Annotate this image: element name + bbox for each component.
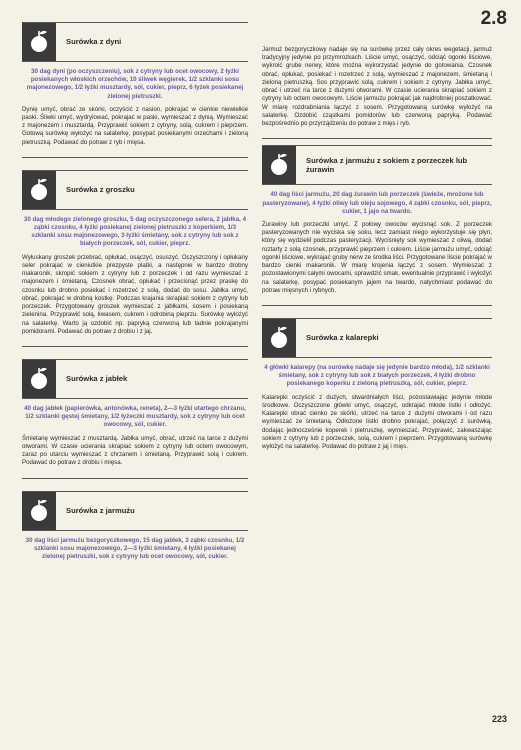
vegetable-icon — [22, 171, 56, 209]
recipe-instructions: Jarmuż bezgoryczkowy nadaje się na surówkę przez cały okres wegetacji, jarmuż tradycyjny jedynie po przymrozkach. Liście umyć, osączyć, odciąć ogonki liściowe, wykroić grube nerwy, które można wykorzystać jedynie do gotowania. Czosnek obrać, opłukać, posiekać i rozetrzeć z solą, wymieszać z majonezem, śmietaną i zieloną pietruszką. Sos przyprawić solą, cukrem i sokiem z cytryny. Jabłka umyć, obrać i utrzeć na tarce z dużymi otworami. W czasie ucierania skrapiać sokiem z cytryny lub octem owocowym. Liście jarmużu pokrajać jak najdrobniej poszatkować. W miarę rozdrabniania łączyć z sosem. Przygotowaną surówkę wyłożyć na salaterkę. Ozdobić cząstkami pomidorów lub czerwoną papryką. Podawać bezpośrednio po przyrządzeniu do potraw z mięs i ryb. — [262, 46, 492, 128]
right-column — [262, 0, 492, 455]
recipe-instructions: Wyłuskany groszek przebrać, opłukać, osączyć, osuszyć. Oczyszczony i opłukany seler pokrajać w cieniutkie prezpyste platki, a następnie w bardzo drobny makaronik, skropić sokiem z cytryny lub z porzeczek i od razu wymieszać z majonezem i śmietaną. Czosnek obrać, opłukać i przecisnąć przez praskę do czosnku lub drobno posiekać i rozetrzeć z solą, dodać do sosu. Jabłka umyć, obrać, pokrajać w drobną kostkę. Podczas krajania skrapiać sokiem z cytryny lub porzeczek. Przygotowany groszek wymieszać z jabłkami, sosem i posiekaną zielenina. Przyprawić solą, kwasem, cukrem i odrobiną pieprzu. Surówkę wyłożyć na salaterkę. Warto ją ozdobić np. papryką czerwoną lub tadnie pokrajanymi pomidorami. Podawać do potraw z drobiu i z jaj. — [22, 253, 248, 335]
recipe-title: Surówka z jarmużu — [66, 505, 135, 515]
recipe-jarmuz-cont — [262, 46, 492, 139]
recipe-header — [262, 318, 492, 358]
divider — [22, 478, 248, 479]
page-number: 223 — [491, 714, 507, 724]
recipe-title: Surówka z dyni — [66, 37, 122, 47]
recipe-title: Surówka z kalarepki — [306, 333, 379, 343]
recipe-header — [22, 491, 248, 531]
vegetable-icon — [262, 319, 296, 357]
recipe-ingredients: 4 główki kalarepy (na surówkę nadaje się jedynie bardzo młoda), 1/2 szklanki śmietany, sok z cytryny lub sok z białych porzeczek, 4 łyżki drobno posiekanego koperku z zieloną pietruszką, sól, cukier, pieprz. — [264, 364, 490, 388]
recipe-instructions: Kalarepki oczyścić z dużych, stwardniałych liści, pozostawiając jedynie młode środkowe. Oczyszczone główki umyć, osączyć, odkrajać młode listki i odłożyć. Kalarepki obrać cienko ze skórki, utrzeć na tarce z dużymi otworami i od razu wymieszać ze śmietaną. Odłożone listki drobno pokrajać, połączyć z surówką, dodając jednocześnie koperek i pietruszkę, wymieszać. Przyprawić, zakwaszając sokiem z cytryny lub z porzeczek, solą, cukrem i pieprzem. Przygotowaną surówkę wyłożyć na salaterkę. Podawać do potraw z jaj i mięs. — [262, 393, 492, 450]
recipe-ingredients: 30 dag młodego zielonego groszku, 5 dag oczyszczonego selera, 2 jabłka, 4 ząbki czosnku, 4 łyżki posiekanej zielonej pietruszki z koperkiem, 1/3 szklanki sosu majonezowego, 3 łyżki śmietany, sok z cytryny lub sok z białych porzeczek, sól, cukier, pieprz. — [23, 215, 247, 248]
chapter-number: 2.8 — [480, 8, 507, 29]
recipe-title: Surówka z jabłek — [66, 374, 128, 384]
vegetable-icon — [22, 23, 56, 61]
vegetable-icon — [22, 360, 56, 398]
recipe-ingredients: 30 dag dyni (po oczyszczeniu), sok z cytryny lub ocet owocowy, 2 łyżki posiekanych włoskich orzechów, 10 śliwek węgierek, 1/2 szklanki sosu majonezowego, 1/2 łyżki musztardy, sól, cukier, pieprz, 6 łyżek posiekanej zielonej pietruszki. — [26, 68, 244, 100]
recipe-ingredients: 40 dag jabłek (papierówka, antonówka, reneta), 2—3 łyżki utartego chrzanu, 1/2 szklanki gęstej śmietany, 1/2 łyżeczki musztardy, sok z cytryny lub ocet owocowy, sól, cukier. — [24, 405, 246, 429]
recipe-title: Surówka z jarmużu z sokiem z porzeczek lub żurawin — [306, 155, 468, 175]
divider — [262, 138, 492, 139]
recipe-header — [22, 22, 248, 62]
recipe-instructions: Dynię umyć, obrać ze skórki, oczyścić z nasion, pokrajać w cienkie niewielkie paski. Śliwki umyć, wydrylować, pokrajać w paski, wymieszać z dynią. Wymieszać z majonezem i musztardą. Przyprawić sokiem z cytryny, solą, cukrem i pieprzem. Gotową surówkę wyłożyć na salaterkę, posypać posiekanymi orzechami i zieloną pietruszką. Podawać do potraw z ryb i mięsa. — [22, 105, 248, 146]
recipe-ingredients: 30 dag liści jarmużu bezgoryczkowego, 15 dag jabłek, 3 ząbki czosnku, 1/2 szklanki sosu majonezowego, 2—3 łyżki śmietany, 4 łyżki posiekanej zielonej pietruszki, sok z cytryny lub ocet owocowy, sól, cukier. — [25, 536, 245, 560]
recipe-jarmuz-start — [22, 491, 248, 562]
recipe-ingredients: 40 dag liści jarmużu, 20 dag żurawin lub porzeczek (świeże, mrożone lub pasteryzowane), 4 łyżki oliwy lub oleju sojowego, 4 ząbki czosnku, sól, pieprz, cukier, 1 jajo na twardo. — [262, 191, 492, 215]
recipe-header — [22, 359, 248, 399]
divider — [262, 305, 492, 306]
divider — [22, 346, 248, 347]
recipe-groszek — [22, 170, 248, 347]
recipe-kalarepa — [262, 318, 492, 451]
recipe-title: Surówka z groszku — [66, 185, 135, 195]
recipe-jarmuz-porzeczki — [262, 145, 492, 306]
recipe-instructions: Żurawiny lub porzeczki umyć. Z połowy owoców wycisnąć sok. Z porzeczek pasteryzowanych nie wyciska się soku, lecz zamiast niego wykorzystuje się płyn, który się wydzielił podczas pasteryzacji. Wyciśnięty sok wymieszać z oliwą, dodać roztarty z solą czosnek, przyprawić pieprzem i cukrem. Liście jarmużu umyć, odciąć ogonki liściowe, wykrajać gruby nerw ze środka liści. Przygotowane liście pokrajać w bardzo cienki makaronik. W miarę krojenia łączyć z sosem. Wymieszać z pozostawionymi całymi owocami, sprawdzić smak, ewentualnie przyprawić i wyłożyć na salaterkę, posypać posiekanym jajem na twardo, natychmiast podawać do potraw mięsnych i rybnych. — [262, 220, 492, 294]
recipe-jablek — [22, 359, 248, 479]
recipe-header — [22, 170, 248, 210]
left-column — [22, 0, 248, 566]
recipe-instructions: Śmietanę wymieszać z musztardą. Jabłka umyć, obrać, utrzeć na tarce z dużymi otworami. W czasie ucierania skrapiać sokiem z cytryny lub octem owocowym, zaraz po utarciu wymieszać z chrzanem i śmietaną. Przyprawić solą i cukrem. Podawać do potraw z drobiu i mięsa. — [22, 434, 248, 467]
vegetable-icon — [262, 146, 296, 184]
divider — [22, 157, 248, 158]
recipe-dynia — [22, 22, 248, 158]
vegetable-icon — [22, 492, 56, 530]
recipe-header — [262, 145, 492, 185]
